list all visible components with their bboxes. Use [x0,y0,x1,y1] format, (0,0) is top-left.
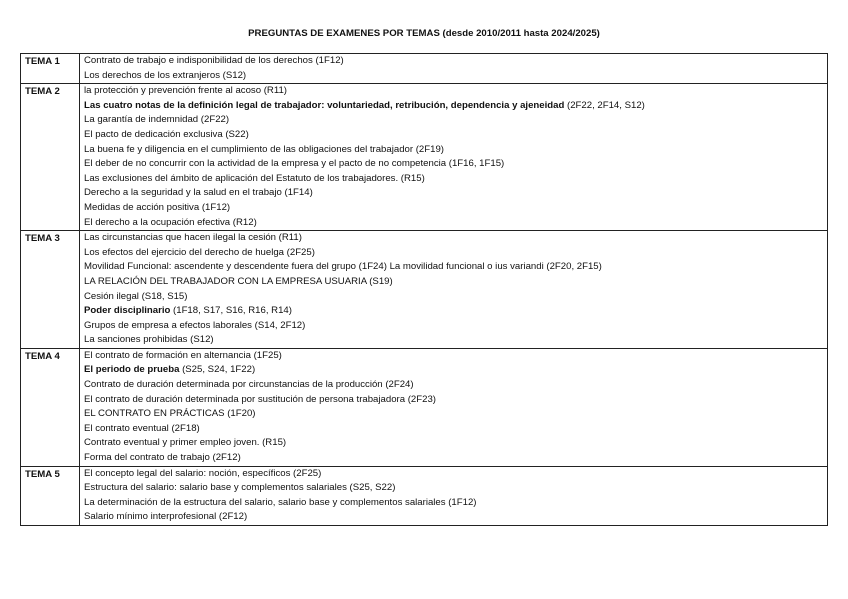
question-item [84,349,827,364]
exam-questions-table [20,53,828,526]
question-item [84,304,827,319]
question-text: Contrato de trabajo e indisponibilidad de los derechos (1F12) [84,55,344,66]
question-item [84,69,827,84]
question-item [84,216,827,231]
question-text: El contrato eventual (2F18) [84,422,200,434]
question-text: La determinación de la estructura del salario, salario base y complementos salariales (1F12) [84,496,477,508]
question-item [84,290,827,305]
question-item [84,275,827,290]
question-bold-text: Las cuatro notas de la definición legal de trabajador: voluntariedad, retribución, dependencia y ajeneidad [84,99,565,111]
question-text: Movilidad Funcional: ascendente y descendente fuera del grupo (1F24) La movilidad funcional o ius variandi (2F20, 2F15) [84,261,602,273]
tema-questions [80,466,828,525]
question-text: Las circunstancias que hacen ilegal la cesión (R11) [84,232,302,244]
question-text: la protección y prevención frente al acoso (R11) [84,85,287,97]
question-text: LA RELACIÓN DEL TRABAJADOR CON LA EMPRESA USUARIA (S19) [84,275,393,287]
question-bold-text: El periodo de prueba [84,364,180,376]
question-item [84,246,827,261]
tema-label: TEMA 5 [21,466,80,525]
question-item [84,510,827,525]
tema-label: TEMA 1 [21,54,80,84]
tema-label: TEMA 2 [21,84,80,231]
tema-questions [80,84,828,231]
question-text: La buena fe y diligencia en el cumplimiento de las obligaciones del trabajador (2F19) [84,143,444,155]
question-text: El deber de no concurrir con la actividad de la empresa y el pacto de no competencia (1F16, 1F15) [84,158,505,170]
question-item [84,157,827,172]
tema-questions [80,54,828,84]
question-text: (1F18, S17, S16, R16, R14) [170,305,292,317]
tema-row [21,466,828,525]
question-text: El contrato de duración determinada por sustitución de persona trabajadora (2F23) [84,393,436,405]
question-item [84,451,827,466]
question-text: Estructura del salario: salario base y complementos salariales (S25, S22) [84,482,396,494]
question-item [84,260,827,275]
question-text: El pacto de dedicación exclusiva (S22) [84,128,249,140]
tema-row [21,231,828,349]
question-text: La garantía de indemnidad (2F22) [84,114,230,126]
question-text: (2F22, 2F14, S12) [564,99,645,111]
question-item [84,143,827,158]
question-item [84,422,827,437]
question-item [84,113,827,128]
question-text: Derecho a la seguridad y la salud en el trabajo (1F14) [84,187,313,199]
tema-label: TEMA 4 [21,348,80,466]
question-text: Cesión ilegal (S18, S15) [84,290,188,302]
question-text: Medidas de acción positiva (1F12) [84,201,231,213]
tema-row [21,84,828,231]
question-item [84,201,827,216]
question-text: EL CONTRATO EN PRÁCTICAS (1F20) [84,408,256,420]
question-text: La sanciones prohibidas (S12) [84,334,214,346]
tema-row [21,54,828,84]
question-item [84,407,827,422]
tema-row [21,348,828,466]
question-text: El contrato de formación en alternancia (1F25) [84,349,282,361]
question-item [84,363,827,378]
question-text: Los derechos de los extranjeros (S12) [84,69,247,81]
question-text: El derecho a la ocupación efectiva (R12) [84,216,257,228]
question-item [84,467,827,482]
question-bold-text: Poder disciplinario [84,305,171,317]
tema-questions [80,348,828,466]
question-item [84,481,827,496]
tema-questions [80,231,828,349]
question-text: (S25, S24, 1F22) [179,364,256,376]
question-item [84,54,827,69]
question-text: Las exclusiones del ámbito de aplicación del Estatuto de los trabajadores. (R15) [84,172,425,184]
document-title: PREGUNTAS DE EXAMENES POR TEMAS (desde 2010/2011 hasta 2024/2025) [248,28,600,39]
question-item [84,496,827,511]
question-text: El concepto legal del salario: noción, específicos (2F25) [84,467,322,479]
question-text: Forma del contrato de trabajo (2F12) [84,452,241,464]
question-item [84,128,827,143]
question-text: Grupos de empresa a efectos laborales (S14, 2F12) [84,319,306,331]
question-item [84,436,827,451]
question-item [84,186,827,201]
question-item [84,393,827,408]
question-item [84,333,827,348]
question-item [84,172,827,187]
question-text: Los efectos del ejercicio del derecho de huelga (2F25) [84,246,315,258]
question-text: Contrato de duración determinada por circunstancias de la producción (2F24) [84,379,414,391]
question-text: Salario mínimo interprofesional (2F12) [84,511,248,523]
question-item [84,319,827,334]
question-item [84,378,827,393]
question-text: Contrato eventual y primer empleo joven. (R15) [84,437,287,449]
question-item [84,99,827,114]
tema-label: TEMA 3 [21,231,80,349]
question-item [84,84,827,99]
question-item [84,231,827,246]
